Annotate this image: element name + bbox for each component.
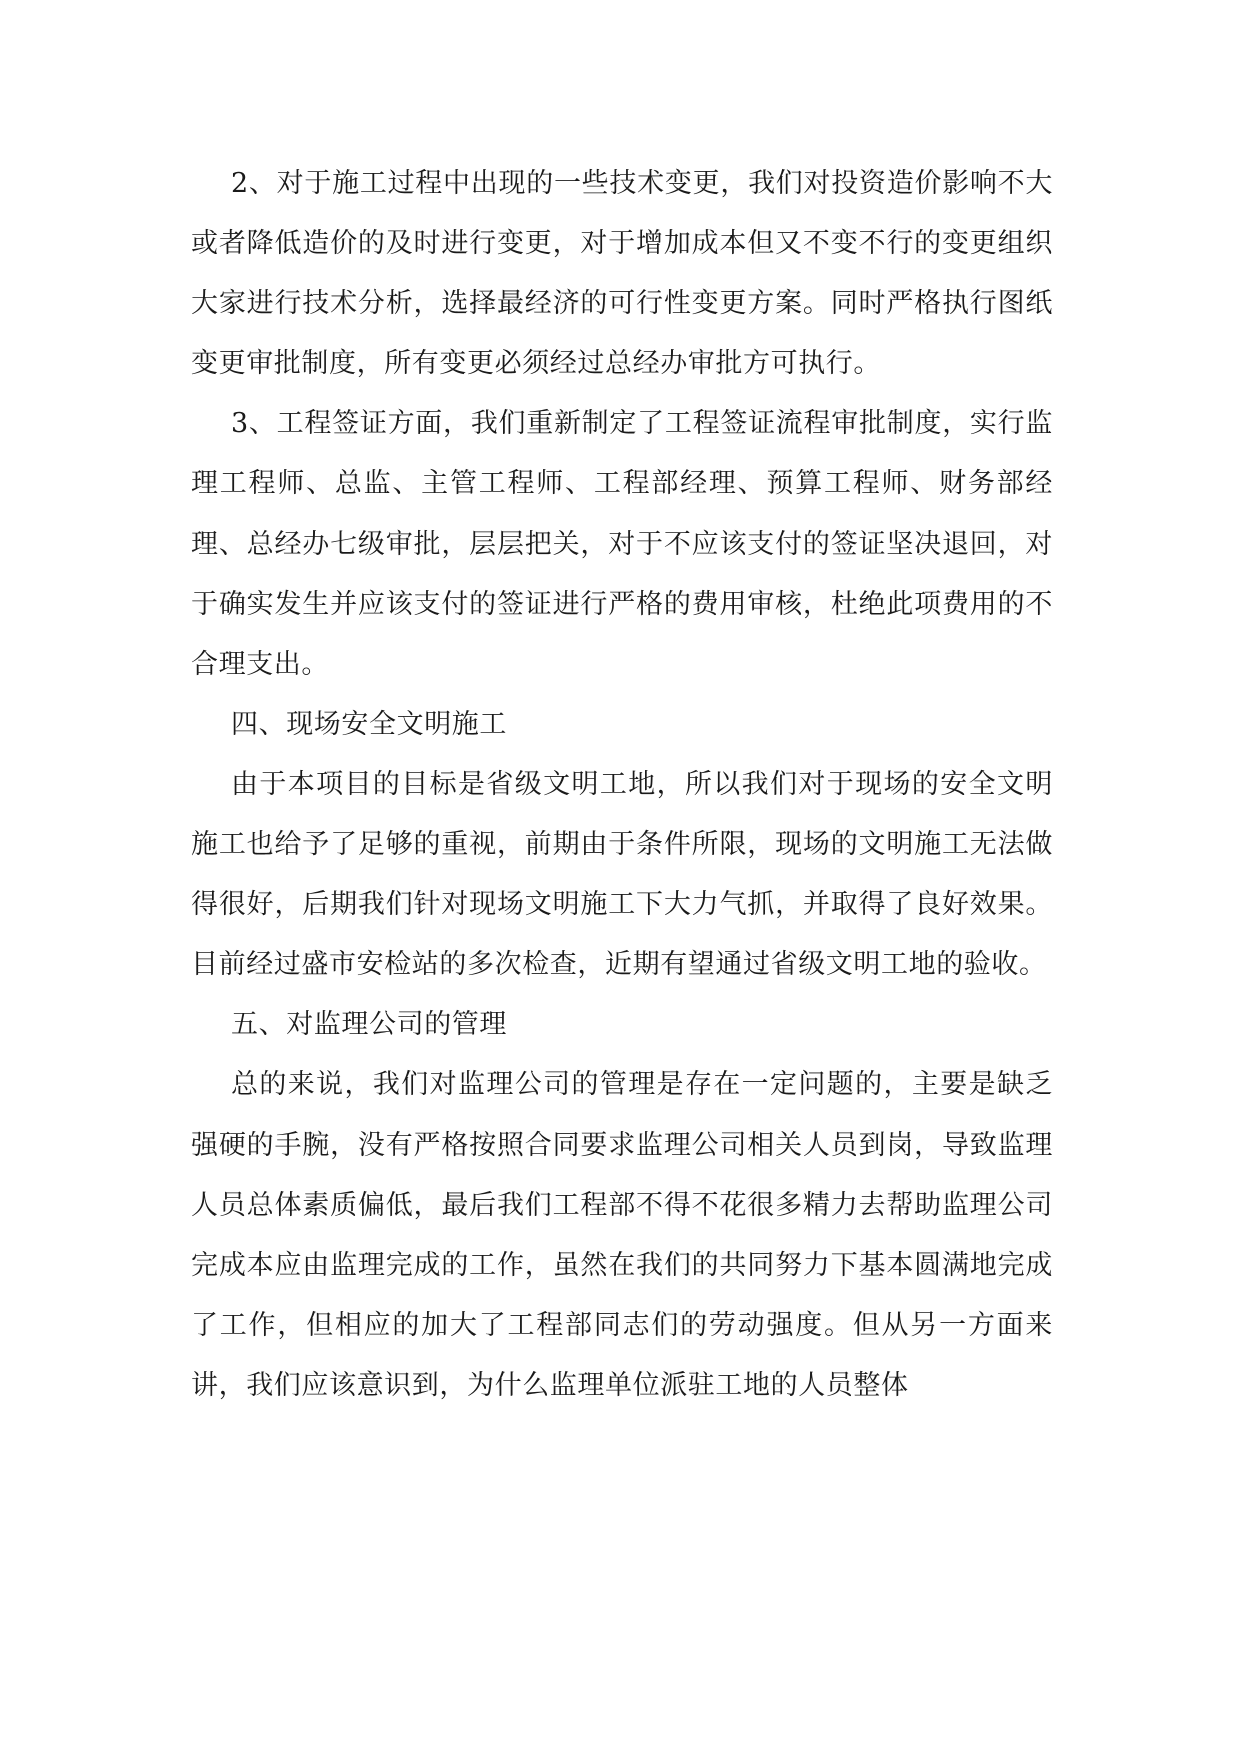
paragraph-site-visa: 3、工程签证方面，我们重新制定了工程签证流程审批制度，实行监理工程师、总监、主管工程师、工程部经理、预算工程师、财务部经理、总经办七级审批，层层把关，对于不应该支付的签证坚决退回，对于确实发生并应该支付的签证进行严格的费用审核，杜绝此项费用的不合理支出。 xyxy=(191,408,1053,680)
document-body xyxy=(191,154,1053,1416)
section-heading-supervision-management: 五、对监理公司的管理 xyxy=(231,1009,507,1041)
section-heading-site-safety: 四、现场安全文明施工 xyxy=(231,708,507,740)
paragraph-supervision-issues: 总的来说，我们对监理公司的管理是存在一定问题的，主要是缺乏强硬的手腕，没有严格按照合同要求监理公司相关人员到岗，导致监理人员总体素质偏低，最后我们工程部不得不花很多精力去帮助监理公司完成本应由监理完成的工作，虽然在我们的共同努力下基本圆满地完成了工作，但相应的加大了工程部同志们的劳动强度。但从另一方面来讲，我们应该意识到，为什么监理单位派驻工地的人员整体 xyxy=(191,1069,1053,1401)
paragraph-technical-changes: 2、对于施工过程中出现的一些技术变更，我们对投资造价影响不大或者降低造价的及时进行变更，对于增加成本但又不变不行的变更组织大家进行技术分析，选择最经济的可行性变更方案。同时严格执行图纸变更审批制度，所有变更必须经过总经办审批方可执行。 xyxy=(191,168,1053,380)
paragraph-civilized-construction: 由于本项目的目标是省级文明工地，所以我们对于现场的安全文明施工也给予了足够的重视，前期由于条件所限，现场的文明施工无法做得很好，后期我们针对现场文明施工下大力气抓，并取得了良好效果。目前经过盛市安检站的多次检查，近期有望通过省级文明工地的验收。 xyxy=(191,768,1053,981)
